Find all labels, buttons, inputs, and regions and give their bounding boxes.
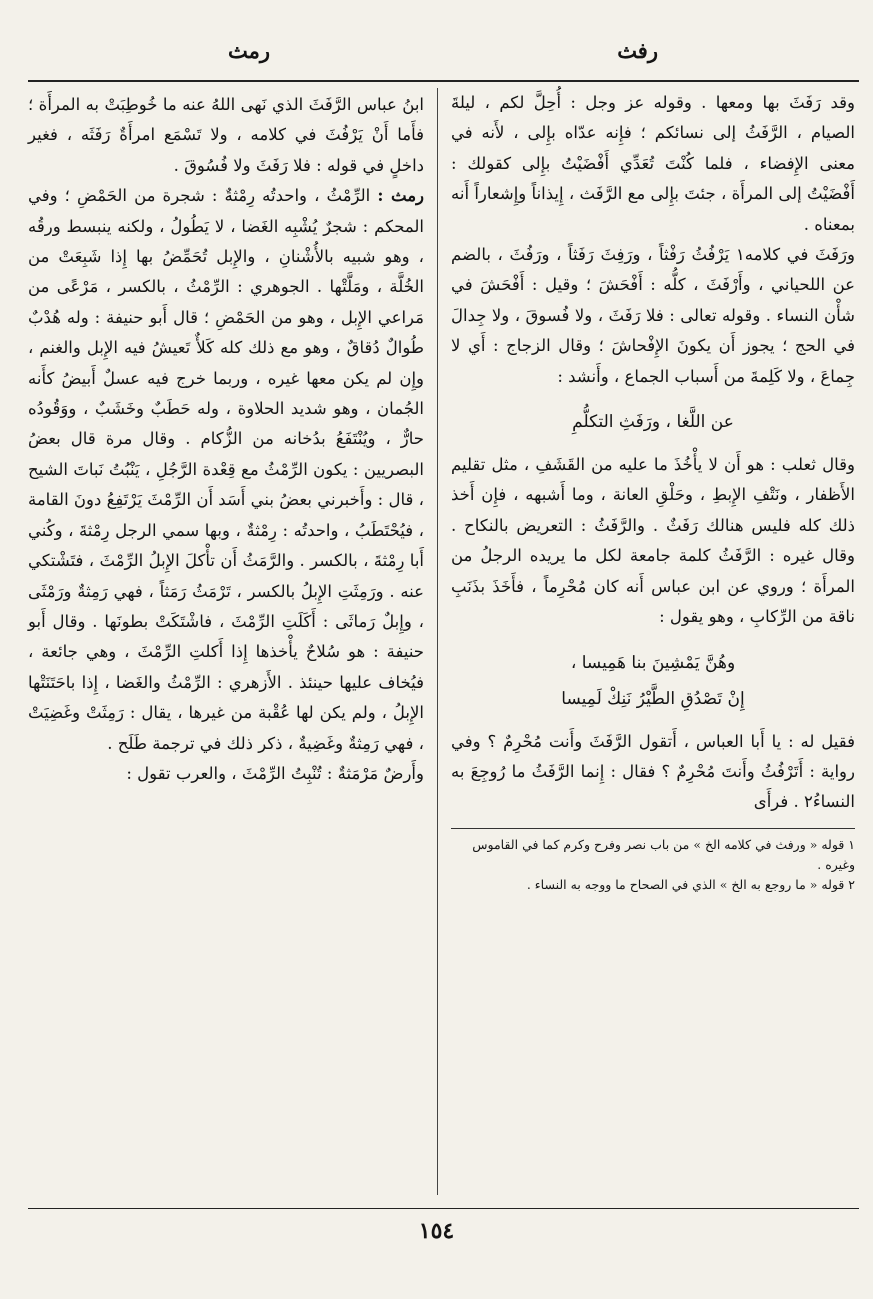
header-rule [28,80,859,82]
paragraph: ابنُ عباس الرَّفَثَ الذي نَهى اللهُ عنه ما خُوطِبَتْ به المرأَة ؛ فأَما أَنْ يَرْفُثَ في كلامه ، ولا تَسْمَع امرأَةٌ رَفَثَه ، فغير داخلٍ في قوله : فلا رَفَثَ ولا فُسُوقَ . [28,95,424,175]
footnote: ١ قوله « ورفث في كلامه الخ » من باب نصر وفرح وكرم كما في القاموس وغيره . [472,836,855,872]
verse-line: وهُنَّ يَمْشِينَ بنا هَمِيسا ، [570,652,736,673]
verse-line: إِنْ تَصْدُقِ الطَّيْرُ نَنِكْ لَمِيسا [561,688,745,709]
paragraph: وقال ثعلب : هو أَن لا يأْخُذَ ما عليه من القَشَفِ ، مثل تقليم الأَظفار ، ونَتْفِ الإِبطِ ، وحَلْقِ العانة ، وما أَشبهه ، فإِن أَخذ ذلك كله فليس هنالك رَفَثٌ . والرَّفَثُ : التعريض بالنكاح . وقال غيره : الرَّفَثُ كلمة جامعة لكل ما يريده الرجلُ من المرأَة ؛ وروي عن ابن عباس أَنه كان مُحْرِماً ، فأَخَذَ بذَنَبِ ناقة من الرِّكابِ ، وهو يقول : [451,455,855,627]
verse [451,404,855,440]
entry-text: الرِّمْثُ ، واحدتُه رِمْثةٌ : شجرة من الحَمْضِ ؛ وفي المحكم : شجرٌ يُشْبِه الغَضا ، لا يَطُولُ ، ولكنه ينبسط ورقُه ، وهو شبيه بالأُشْنانِ ، والإِبل تُحَمِّضُ بها إِذا شَبِعَتْ من الخُلَّة ، ومَلَّتْها . الجوهري : الرِّمْثُ ، بالكسر ، مَرْعًى من مَراعي الإِبل ، وهو من الحَمْضِ ؛ قال أَبو حنيفة : وله هُدْبٌ طُوالٌ دُقاقٌ ، وهو مع ذلك كله كَلأٌ تَعيشُ فيه الإِبل والغنم ، وإِن لم يكن معها غيره ، وربما خرج فيه عسلٌ أَبيضُ كأَنه الجُمان ، وهو شديد الحلاوة ، وله حَطَبٌ وخَشَبٌ ، ووَقُودُه حارٌّ ، ويُنْتَفَعُ بدُخانه من الزُّكام . وقال مرة قال بعضُ البصريين : يكون الرِّمْثُ مع قِعْدة الرَّجُلِ ، يَنْبُتُ نَباتَ الشيح ، قال : وأَخبرني بعضُ بني أَسَد أَن الرِّمْثَ يَرْتَفِعُ دونَ القامة ، فيُحْتَطَبُ ، واحدتُه : رِمْثةٌ ، وبها سمي الرجل رِمْثةَ ، وكُني أَبا رِمْثةَ ، بالكسر . والرَّمَثُ أَن تأْكلَ الإِبلُ الرِّمْثَ ، فتَشْتكي عنه . ورَمِثَتِ الإِبلُ بالكسر ، تَرْمَثُ رَمَثاً ، فهي رَمِثةٌ ورَمْثَى ، وإِبلٌ رَماثَى : أَكَلَتِ الرِّمْثَ ، فاشْتَكَتْ بطونَها . وقال أَبو حنيفة : هو سُلاحٌ يأْخذها إِذا أَكلتِ الرِّمْثَ ، وهي جائعة ، فيُخاف عليها حينئذ . الأَزهري : الرِّمْثُ والغَضا ، إِذا باحَتَنَتْها الإِبلُ ، ولم يكن لها عُقْبة من غيرها ، يقال : رَمِثَتْ وغَضِيَتْ ، فهي رَمِثةٌ وغَضِيةٌ ، ذكر ذلك في ترجمة طَلَح . [28,186,424,753]
page-number: ١٥٤ [418,1218,455,1244]
paragraph: وأَرضٌ مَرْمَثةٌ : تُنْبِتُ الرِّمْثَ ، والعرب تقول : [126,763,424,783]
header-word-right: رفث [617,38,658,63]
left-column [28,90,424,789]
paragraph: ورَفَثَ في كلامه١ يَرْفُثُ رَفْثاً ، ورَفِثَ رَفَثاً ، ورَفُثَ ، بالضم عن اللحياني ، وأَرْفَثَ ، كلُّه : أَفْحَشَ ؛ وقيل : أَفْحَشَ في شأْن النساء . وقوله تعالى : فلا رَفَثَ ، ولا فُسوقَ ، ولا جِدالَ في الحج ؛ يجوز أَن يكونَ الإِفْحاشَ ؛ وقال الزجاج : أَي لا جِماعَ ، ولا كَلِمةَ من أَسباب الجماع ، وأَنشد : [451,245,855,386]
paragraph [28,181,424,759]
footer-rule [28,1208,859,1209]
entry-headword: رمث : [377,186,424,206]
footnote: ٢ قوله « ما روجع به الخ » الذي في الصحاح ما ووجه به النساء . [526,876,855,892]
paragraph: فقيل له : يا أَبا العباس ، أَتقول الرَّفَثَ وأَنت مُحْرِمٌ ؟ وفي رواية : أَتَرْفُثُ وأَنتَ مُحْرِمٌ ؟ فقال : إِنما الرَّفَثُ ما رُوجِعَ به النساءُ٢ . فرأَى [451,731,855,812]
right-column [451,88,855,895]
header-word-left: رمث [228,38,271,63]
paragraph: وقد رَفَثَ بها ومعها . وقوله عز وجل : أُحِلَّ لكم ، ليلةَ الصيام ، الرَّفَثُ إلى نسائكم ؛ فإِنه عدّاه بإِلى ، لأَنه في معنى الإِفضاء ، فلما كُنْتَ تُعَدِّي أَفْضَيْتُ بإِلى كقولك : أَفْضَيْتُ إلى المرأَة ، جئتَ بإِلى مع الرَّفَث ، إِيذاناً وإِشعاراً أَنه بمعناه . [451,93,855,234]
verse-line: عن اللَّغا ، ورَفَثِ التكلُّمِ [572,412,734,433]
footnote-rule [451,828,855,829]
column-divider [437,88,438,1195]
verse [451,645,855,717]
